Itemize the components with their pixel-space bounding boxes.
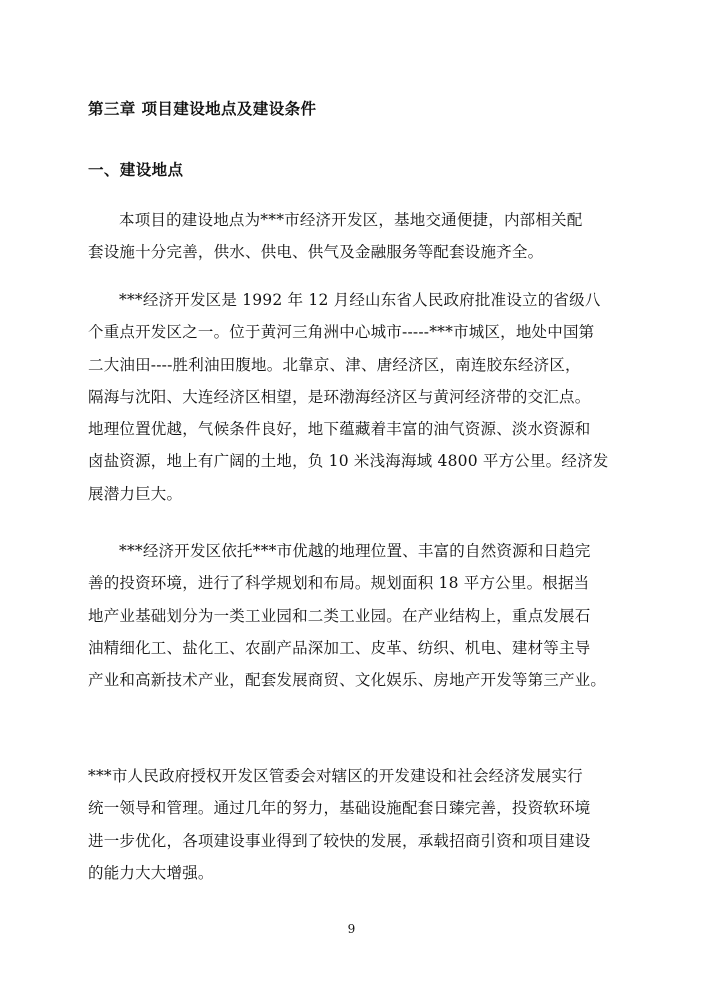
paragraph-line: 隔海与沈阳、大连经济区相望，是环渤海经济区与黄河经济带的交汇点。 <box>88 387 591 406</box>
paragraph-line: 产业和高新技术产业，配套发展商贸、文化娱乐、房地产开发等第三产业。 <box>88 671 607 690</box>
paragraph-line: 套设施十分完善，供水、供电、供气及金融服务等配套设施齐全。 <box>88 243 544 262</box>
paragraph-line: 卤盐资源，地上有广阔的土地，负 10 米浅海海域 4800 平方公里。经济发 <box>88 452 609 471</box>
paragraph-administration <box>88 760 636 889</box>
paragraph-planning-industry <box>88 535 636 696</box>
paragraph-line: 的能力大大增强。 <box>88 863 214 882</box>
paragraph-line: 善的投资环境，进行了科学规划和布局。规划面积 18 平方公里。根据当 <box>88 574 590 593</box>
paragraph-zone-geography <box>88 284 636 510</box>
paragraph-line: ***经济开发区依托***市优越的地理位置、丰富的自然资源和日趋完 <box>119 542 591 560</box>
paragraph-location-overview <box>88 204 636 269</box>
paragraph-line: 进一步优化，各项建设事业得到了较快的发展，承载招商引资和项目建设 <box>88 831 591 850</box>
paragraph-line: 地产业基础划分为一类工业园和二类工业园。在产业结构上，重点发展石 <box>88 606 591 625</box>
paragraph-line: ***经济开发区是 1992 年 12 月经山东省人民政府批准设立的省级八 <box>119 291 601 309</box>
paragraph-line: 展潜力巨大。 <box>88 484 183 503</box>
paragraph-line: 个重点开发区之一。位于黄河三角洲中心城市-----***市城区，地处中国第 <box>88 323 595 342</box>
paragraph-line: 二大油田----胜利油田腹地。北靠京、津、唐经济区，南连胶东经济区， <box>88 355 581 374</box>
paragraph-line: ***市人民政府授权开发区管委会对辖区的开发建设和社会经济发展实行 <box>88 767 583 785</box>
section-title: 一、建设地点 <box>88 160 184 179</box>
page-number: 9 <box>347 922 356 936</box>
paragraph-line: 本项目的建设地点为***市经济开发区，基地交通便捷，内部相关配 <box>119 211 583 229</box>
chapter-title: 第三章 项目建设地点及建设条件 <box>88 99 317 118</box>
paragraph-line: 地理位置优越，气候条件良好，地下蕴藏着丰富的油气资源、淡水资源和 <box>88 420 591 439</box>
paragraph-line: 油精细化工、盐化工、农副产品深加工、皮革、纺织、机电、建材等主导 <box>88 638 591 657</box>
paragraph-line: 统一领导和管理。通过几年的努力，基础设施配套日臻完善，投资软环境 <box>88 799 591 818</box>
